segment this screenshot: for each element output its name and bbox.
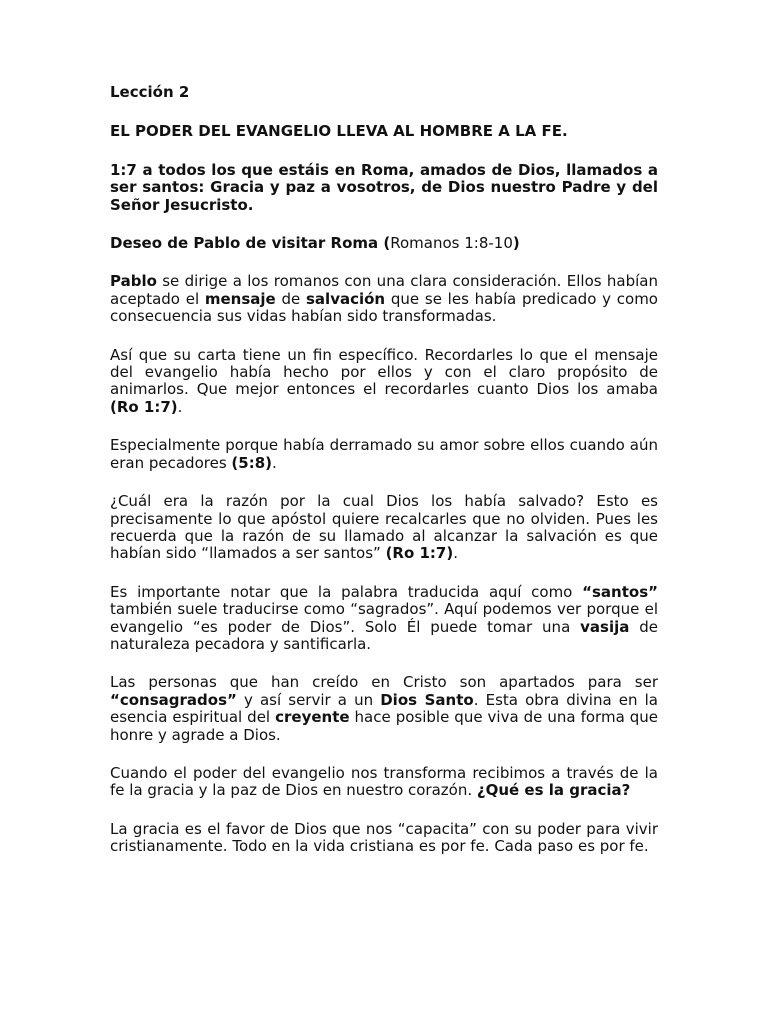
- bold-pablo: Pablo: [110, 272, 157, 291]
- section-heading-text: Deseo de Pablo de visitar Roma (: [110, 234, 391, 253]
- document-page: [110, 84, 658, 856]
- paragraph-3-text: Especialmente porque había derramado su amor sobre ellos cuando aún eran pecadores: [110, 436, 658, 472]
- paragraph-1: [110, 273, 658, 325]
- paragraph-6-text-d: hace posible que viva de una forma que honre y agrade a Dios.: [110, 708, 659, 744]
- paragraph-4-text: ¿Cuál era la razón por la cual Dios los había salvado? Esto es precisamente lo que apóstol quiere recalcarles que no olviden. Pues les recuerda que la razón de su llamado al alcanzar la salvación es que habían sido “llamados a ser santos”: [110, 492, 658, 563]
- reference-ro-1-7: (Ro 1:7): [385, 544, 454, 563]
- paragraph-7-text: Cuando el poder del evangelio nos transforma recibimos a través de la fe la gracia y la paz de Dios en nuestro corazón.: [110, 763, 658, 800]
- bold-santos: “santos”: [582, 582, 658, 601]
- paragraph-2-end: .: [177, 397, 183, 416]
- paragraph-1-text-b: de: [275, 289, 306, 308]
- reference-ro-1-7: (Ro 1:7): [110, 397, 178, 416]
- bold-mensaje: mensaje: [204, 289, 276, 308]
- paragraph-4-end: .: [453, 544, 459, 563]
- paragraph-3: [110, 437, 658, 472]
- document-title: EL PODER DEL EVANGELIO LLEVA AL HOMBRE A LA FE.: [110, 122, 568, 141]
- bold-consagrados: “consagrados”: [110, 690, 237, 709]
- paragraph-8: La gracia es el favor de Dios que nos “capacita” con su poder para vivir cristianamente. Todo en la vida cristiana es por fe. Cada paso es por fe.: [110, 819, 658, 856]
- bold-vasija: vasija: [580, 617, 630, 636]
- section-heading-close: ): [512, 234, 520, 253]
- paragraph-5-text-c: de naturaleza pecadora y santificarla.: [110, 617, 658, 653]
- paragraph-7: [110, 765, 658, 800]
- lesson-label: Lección 2: [110, 83, 190, 101]
- paragraph-5-text-a: Es importante notar que la palabra traducida aquí como: [110, 582, 583, 601]
- section-reference: Romanos 1:8-10: [390, 234, 513, 253]
- paragraph-3-end: .: [272, 453, 277, 472]
- paragraph-1-text-c: que se les había predicado y como consecuencia sus vidas habían sido transformadas.: [110, 289, 658, 326]
- bold-creyente: creyente: [275, 708, 350, 727]
- paragraph-6: [110, 674, 658, 744]
- paragraph-6-text-a: Las personas que han creído en Cristo son apartados para ser: [110, 673, 658, 692]
- paragraph-2: [110, 347, 658, 417]
- paragraph-6-text-c: . Esta obra divina en la esencia espiritual del: [110, 690, 658, 727]
- paragraph-1-text-a: se dirige a los romanos con una clara consideración. Ellos habían aceptado el: [110, 272, 658, 308]
- question-que-es-la-gracia: ¿Qué es la gracia?: [476, 781, 631, 800]
- paragraph-6-text-b: y así servir a un: [236, 690, 381, 709]
- reference-5-8: (5:8): [231, 453, 272, 472]
- paragraph-4: [110, 493, 658, 563]
- bold-dios-santo: Dios Santo: [380, 690, 474, 709]
- paragraph-5-text-b: también suele traducirse como “sagrados”. Aquí podemos ver porque el evangelio “es poder de Dios”. Solo Él puede tomar una: [110, 600, 658, 636]
- paragraph-2-text: Así que su carta tiene un fin específico. Recordarles lo que el mensaje del evangelio había hecho por ellos y con el claro propósito de animarlos. Que mejor entonces el recordarles cuanto Dios los amaba: [110, 345, 658, 399]
- paragraph-5: [110, 584, 658, 654]
- section-heading: [110, 235, 658, 252]
- verse-quote: 1:7 a todos los que estáis en Roma, amados de Dios, llamados a ser santos: Gracia y paz a vosotros, de Dios nuestro Padre y del Señor Jesucristo.: [110, 160, 658, 214]
- bold-salvacion: salvación: [306, 289, 386, 308]
